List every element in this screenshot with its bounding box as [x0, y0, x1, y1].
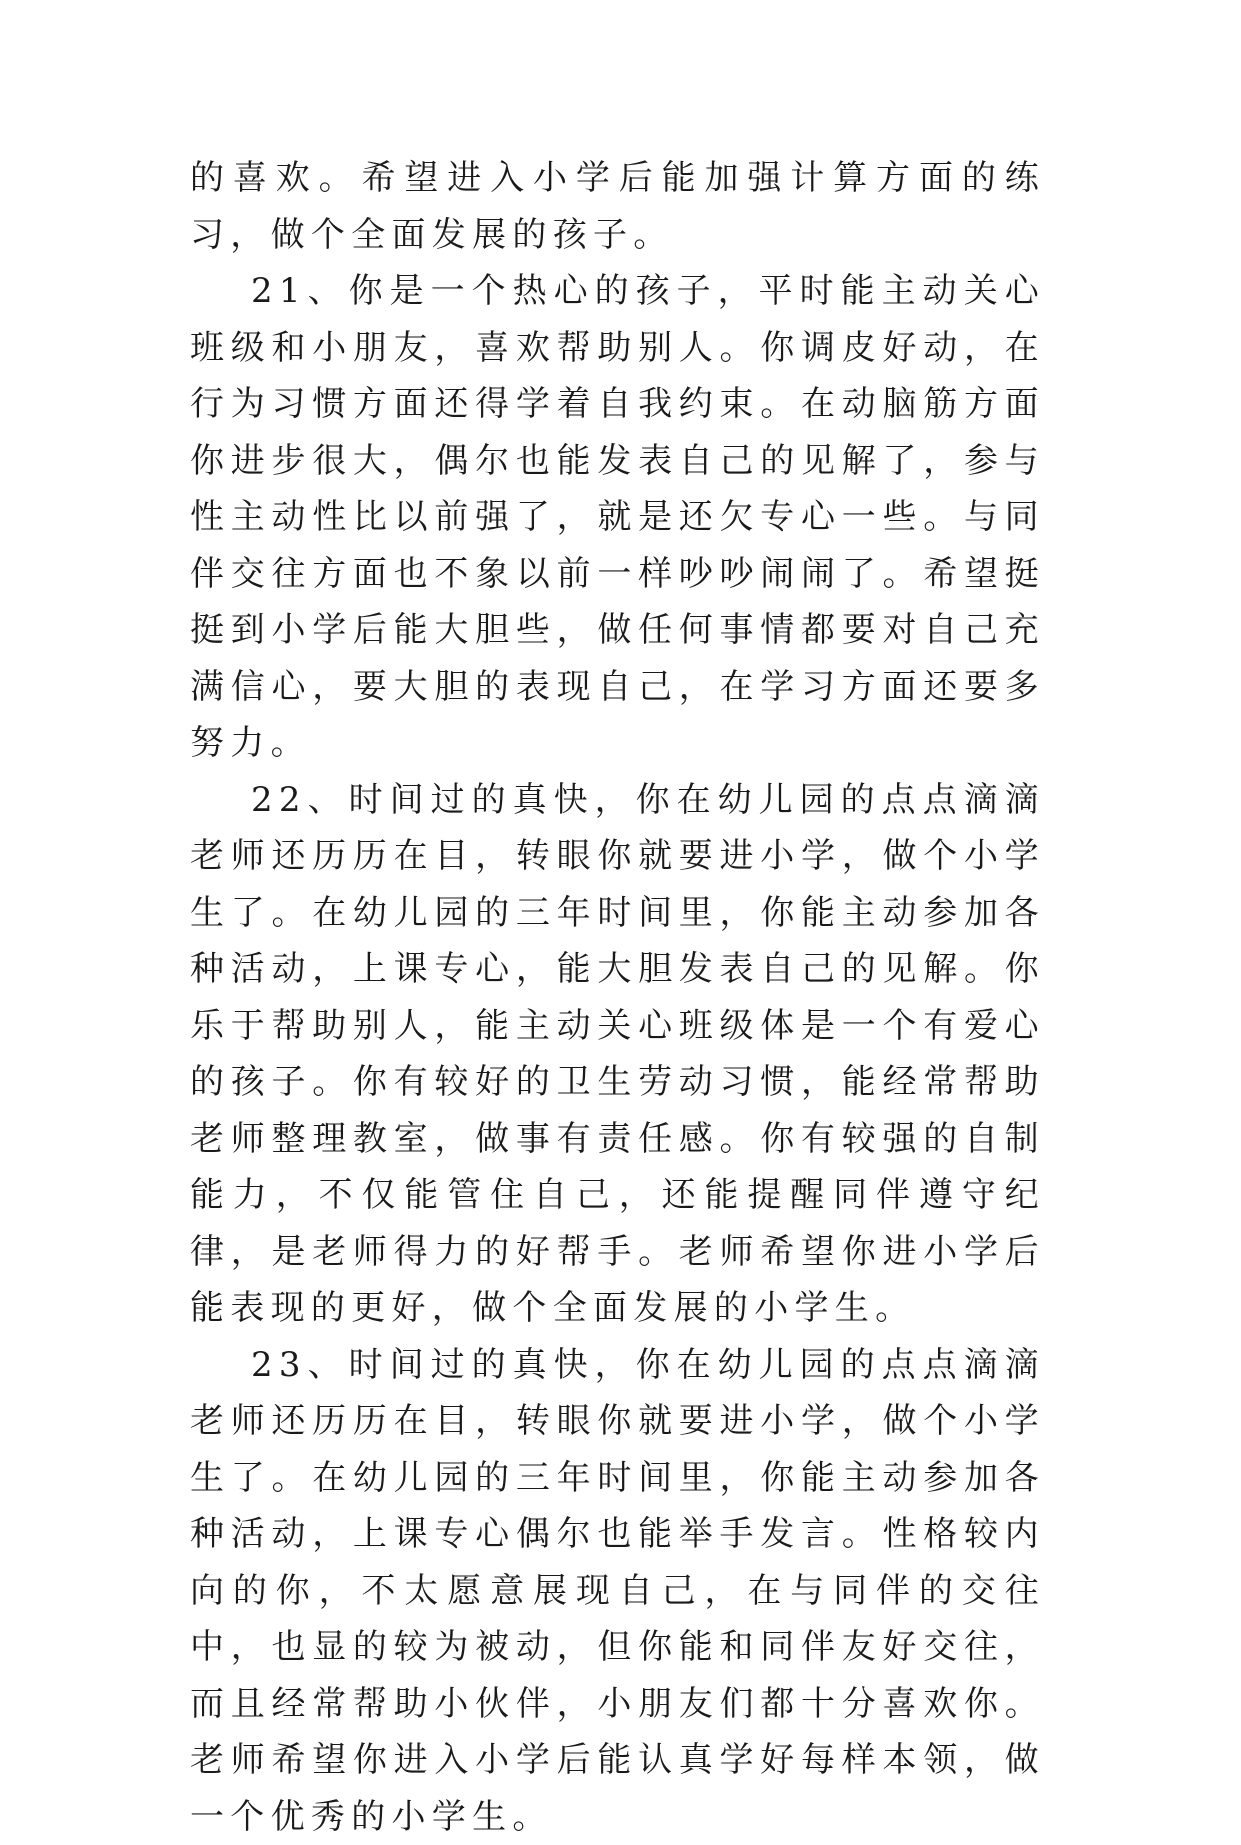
paragraph-item-23: 23、时间过的真快，你在幼儿园的点点滴滴老师还历历在目，转眼你就要进小学，做个小学生了。在幼儿园的三年时间里，你能主动参加各种活动，上课专心偶尔也能举手发言。性格较内向的你，不太愿意展现自己，在与同伴的交往中，也显的较为被动，但你能和同伴友好交往，而且经常帮助小伙伴，小朋友们都十分喜欢你。老师希望你进入小学后能认真学好每样本领，做一个优秀的小学生。	[190, 1337, 1045, 1845]
paragraph-continuation: 的喜欢。希望进入小学后能加强计算方面的练习，做个全面发展的孩子。	[190, 150, 1045, 263]
paragraph-item-22: 22、时间过的真快，你在幼儿园的点点滴滴老师还历历在目，转眼你就要进小学，做个小学生了。在幼儿园的三年时间里，你能主动参加各种活动，上课专心，能大胆发表自己的见解。你乐于帮助别人，能主动关心班级体是一个有爱心的孩子。你有较好的卫生劳动习惯，能经常帮助老师整理教室，做事有责任感。你有较强的自制能力，不仅能管住自己，还能提醒同伴遵守纪律，是老师得力的好帮手。老师希望你进小学后能表现的更好，做个全面发展的小学生。	[190, 772, 1045, 1337]
document-body	[190, 150, 1045, 1845]
paragraph-item-21: 21、你是一个热心的孩子，平时能主动关心班级和小朋友，喜欢帮助别人。你调皮好动，在行为习惯方面还得学着自我约束。在动脑筋方面你进步很大，偶尔也能发表自己的见解了，参与性主动性比以前强了，就是还欠专心一些。与同伴交往方面也不象以前一样吵吵闹闹了。希望挺挺到小学后能大胆些，做任何事情都要对自己充满信心，要大胆的表现自己，在学习方面还要多努力。	[190, 263, 1045, 772]
